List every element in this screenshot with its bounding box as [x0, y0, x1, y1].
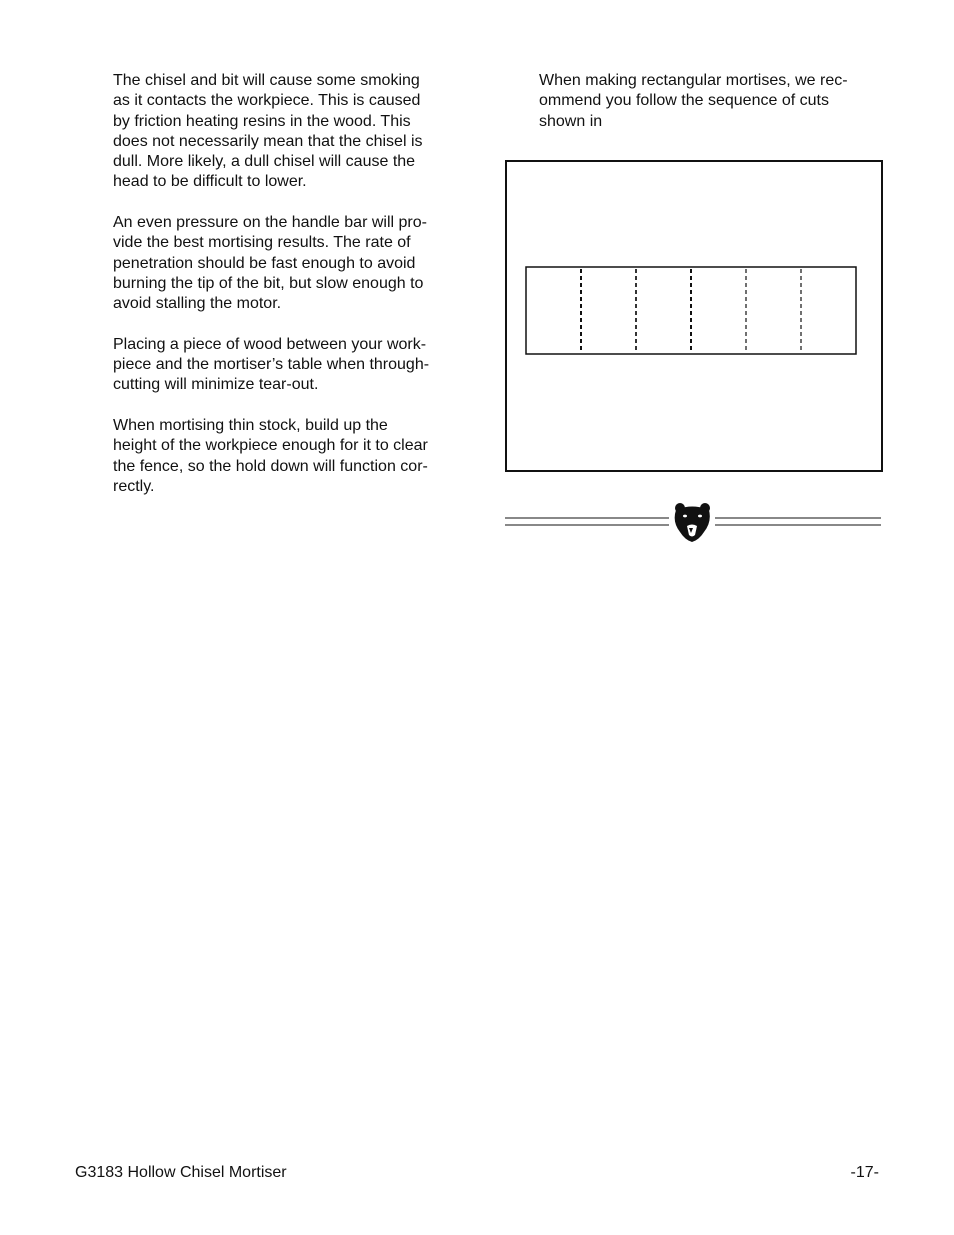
section-divider	[505, 500, 881, 546]
text-line: The chisel and bit will cause some smoking	[113, 72, 420, 89]
paragraph-tear-out	[113, 335, 447, 396]
text-line: as it contacts the workpiece. This is caused	[113, 92, 421, 110]
text-line: height of the workpiece enough for it to clear	[113, 437, 428, 455]
text-line: When mortising thin stock, build up the	[113, 417, 388, 435]
paragraph-rectangular-mortises	[539, 71, 879, 132]
text-line: penetration should be fast enough to avoid	[113, 254, 416, 272]
text-line: burning the tip of the bit, but slow enough to	[113, 274, 424, 292]
paragraph-pressure	[113, 213, 447, 314]
text-line: ommend you follow the sequence of cuts	[539, 92, 829, 110]
text-line: head to be difficult to lower.	[113, 173, 307, 191]
footer-model-title: G3183 Hollow Chisel Mortiser	[75, 1164, 287, 1181]
divider-graphic	[505, 500, 881, 546]
text-line: does not necessarily mean that the chisel is	[113, 132, 423, 150]
paragraph-thin-stock	[113, 416, 447, 497]
mortise-sequence-figure	[505, 160, 883, 472]
footer-page-number: -17-	[850, 1164, 879, 1181]
text-line: avoid stalling the motor.	[113, 295, 282, 313]
paragraph-smoking	[113, 71, 447, 193]
text-line: rectly.	[113, 477, 155, 495]
left-column	[113, 71, 447, 518]
text-line: An even pressure on the handle bar will pro-	[113, 214, 427, 232]
mortise-diagram	[507, 162, 881, 470]
text-line: shown in	[539, 112, 603, 130]
bear-head-icon	[675, 503, 710, 542]
text-line: by friction heating resins in the wood. This	[113, 112, 411, 130]
text-line: vide the best mortising results. The rate of	[113, 234, 411, 252]
text-line: cutting will minimize tear-out.	[113, 376, 319, 394]
text-line: Placing a piece of wood between your work-	[113, 335, 427, 353]
text-line: dull. More likely, a dull chisel will cause the	[113, 153, 416, 171]
right-column	[539, 71, 879, 152]
text-line: the fence, so the hold down will function cor-	[113, 457, 428, 475]
text-line: piece and the mortiser’s table when through-	[113, 356, 430, 374]
text-line: When making rectangular mortises, we rec-	[539, 72, 848, 89]
